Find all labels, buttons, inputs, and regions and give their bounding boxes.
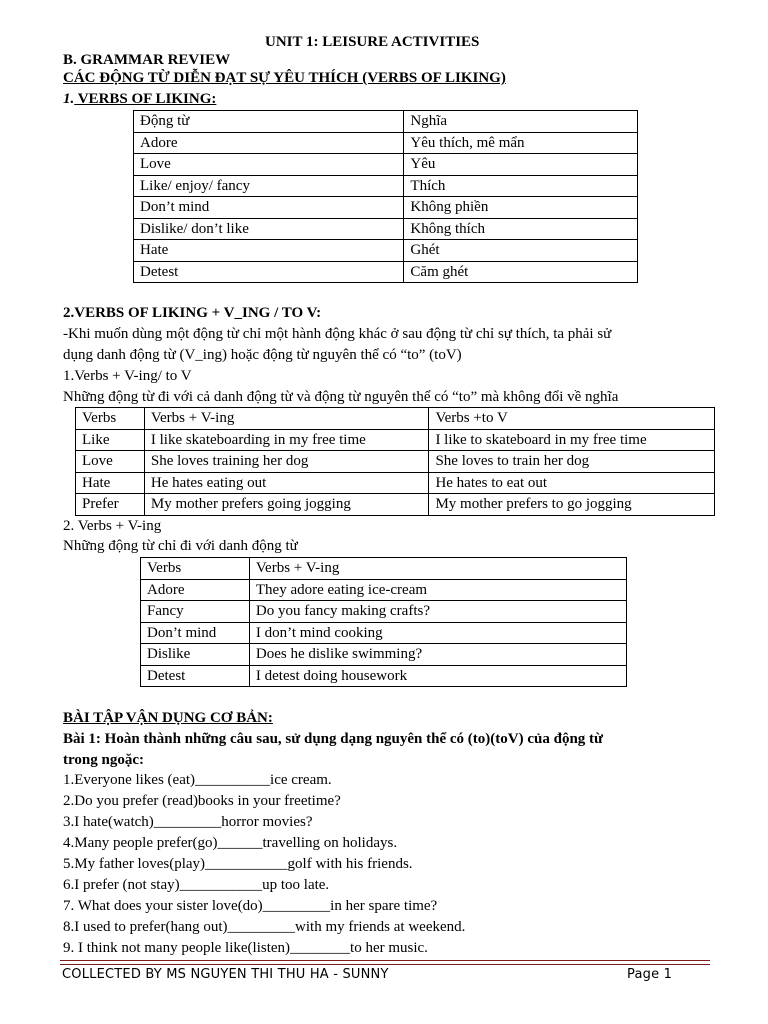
table-cell: Hate [76, 472, 145, 494]
exercise-item: 7. What does your sister love(do)_________in her spare time? [63, 898, 438, 914]
exercise-item: 3.I hate(watch)_________horror movies? [63, 814, 313, 830]
table-cell: Verbs + V-ing [144, 408, 429, 430]
table-cell: Verbs [76, 408, 145, 430]
table-cell: Động từ [134, 111, 404, 133]
part2-heading: 2.VERBS OF LIKING + V_ING / TO V: [63, 305, 322, 321]
table-cell: Like/ enjoy/ fancy [134, 175, 404, 197]
table-row [134, 240, 638, 262]
table-cell: He hates eating out [144, 472, 429, 494]
exercise-item: 9. I think not many people like(listen)________to her music. [63, 940, 428, 956]
table-cell: Ghét [404, 240, 638, 262]
table-row [76, 429, 715, 451]
table-cell: Love [134, 154, 404, 176]
subheading-1-desc: Những động từ đi với cả danh động từ và động từ nguyên thể có “to” mà không đổi về nghĩa [63, 389, 619, 405]
part1-number: 1. [63, 91, 75, 107]
table-row [141, 644, 627, 666]
table-cell: She loves to train her dog [429, 451, 715, 473]
table-cell: My mother prefers going jogging [144, 494, 429, 516]
table-row [134, 218, 638, 240]
table-cell: Verbs + V-ing [249, 558, 626, 580]
table-row [76, 451, 715, 473]
verbs-ing-only-table [140, 557, 627, 687]
table-cell: Do you fancy making crafts? [249, 601, 626, 623]
exercise-instruction-line-1: Bài 1: Hoàn thành những câu sau, sử dụng dạng nguyên thể có (to)(toV) của động từ [63, 731, 604, 747]
table-cell: Don’t mind [134, 197, 404, 219]
table-cell: Không phiền [404, 197, 638, 219]
table-row [134, 132, 638, 154]
part1-title: VERBS OF LIKING: [74, 91, 217, 107]
table-row [141, 601, 627, 623]
table-row [141, 665, 627, 687]
exercise-item: 1.Everyone likes (eat)__________ice cream. [63, 772, 332, 788]
table-row [134, 154, 638, 176]
table-cell: I like to skateboard in my free time [429, 429, 715, 451]
table-cell: They adore eating ice-cream [249, 579, 626, 601]
table-row-header [141, 558, 627, 580]
table-cell: Yêu thích, mê mẩn [404, 132, 638, 154]
table-cell: Verbs +to V [429, 408, 715, 430]
table-cell: I detest doing housework [249, 665, 626, 687]
table-cell: Love [76, 451, 145, 473]
subheading-2-desc: Những động từ chỉ đi với danh động từ [63, 538, 298, 554]
subheading-2: 2. Verbs + V-ing [63, 518, 162, 534]
table-cell: Dislike [141, 644, 250, 666]
exercise-item: 6.I prefer (not stay)___________up too late. [63, 877, 330, 893]
table-cell: Căm ghét [404, 261, 638, 283]
exercise-item: 4.Many people prefer(go)______travelling on holidays. [63, 835, 398, 851]
table-cell: Hate [134, 240, 404, 262]
table-row [141, 579, 627, 601]
table-row [76, 472, 715, 494]
page-title: UNIT 1: LEISURE ACTIVITIES [265, 34, 480, 50]
subheading-1: 1.Verbs + V-ing/ to V [63, 368, 192, 384]
exercise-heading: BÀI TẬP VẬN DỤNG CƠ BẢN: [63, 710, 273, 726]
table-cell: Verbs [141, 558, 250, 580]
table-cell: She loves training her dog [144, 451, 429, 473]
footer-rule [60, 960, 710, 961]
table-cell: Like [76, 429, 145, 451]
table-cell: Fancy [141, 601, 250, 623]
table-cell: Detest [134, 261, 404, 283]
exercise-item: 2.Do you prefer (read)books in your freetime? [63, 793, 341, 809]
paragraph-line-1: -Khi muốn dùng một động từ chỉ một hành động khác ở sau động từ chỉ sự thích, ta phải sử [63, 326, 612, 342]
table-cell: I don’t mind cooking [249, 622, 626, 644]
footer-credit: COLLECTED BY MS NGUYEN THI THU HA - SUNNY [62, 967, 389, 982]
table-row-header [134, 111, 638, 133]
table-row [76, 494, 715, 516]
exercise-item: 5.My father loves(play)___________golf with his friends. [63, 856, 413, 872]
table-cell: Nghĩa [404, 111, 638, 133]
table-row [134, 197, 638, 219]
footer-rule-thin [60, 964, 710, 965]
exercise-item: 8.I used to prefer(hang out)_________with my friends at weekend. [63, 919, 466, 935]
table-cell: He hates to eat out [429, 472, 715, 494]
table-cell: Prefer [76, 494, 145, 516]
table-cell: My mother prefers to go jogging [429, 494, 715, 516]
paragraph-line-2: dụng danh động từ (V_ing) hoặc động từ nguyên thể có “to” (toV) [63, 347, 462, 363]
table-cell: Does he dislike swimming? [249, 644, 626, 666]
table-cell: Detest [141, 665, 250, 687]
table-cell: Dislike/ don’t like [134, 218, 404, 240]
table-row [141, 622, 627, 644]
table-row [134, 261, 638, 283]
table-cell: Không thích [404, 218, 638, 240]
verbs-meaning-table [133, 110, 638, 283]
table-cell: Adore [141, 579, 250, 601]
table-cell: I like skateboarding in my free time [144, 429, 429, 451]
exercise-instruction-line-2: trong ngoặc: [63, 752, 144, 768]
section-subheading: CÁC ĐỘNG TỪ DIỄN ĐẠT SỰ YÊU THÍCH (VERBS OF LIKING) [63, 70, 506, 86]
part1-heading [63, 91, 216, 108]
table-cell: Adore [134, 132, 404, 154]
verbs-ing-to-table [75, 407, 715, 516]
table-row [134, 175, 638, 197]
table-cell: Yêu [404, 154, 638, 176]
table-cell: Thích [404, 175, 638, 197]
table-cell: Don’t mind [141, 622, 250, 644]
table-row-header [76, 408, 715, 430]
section-heading: B. GRAMMAR REVIEW [63, 52, 231, 68]
page-number: Page 1 [627, 967, 673, 982]
